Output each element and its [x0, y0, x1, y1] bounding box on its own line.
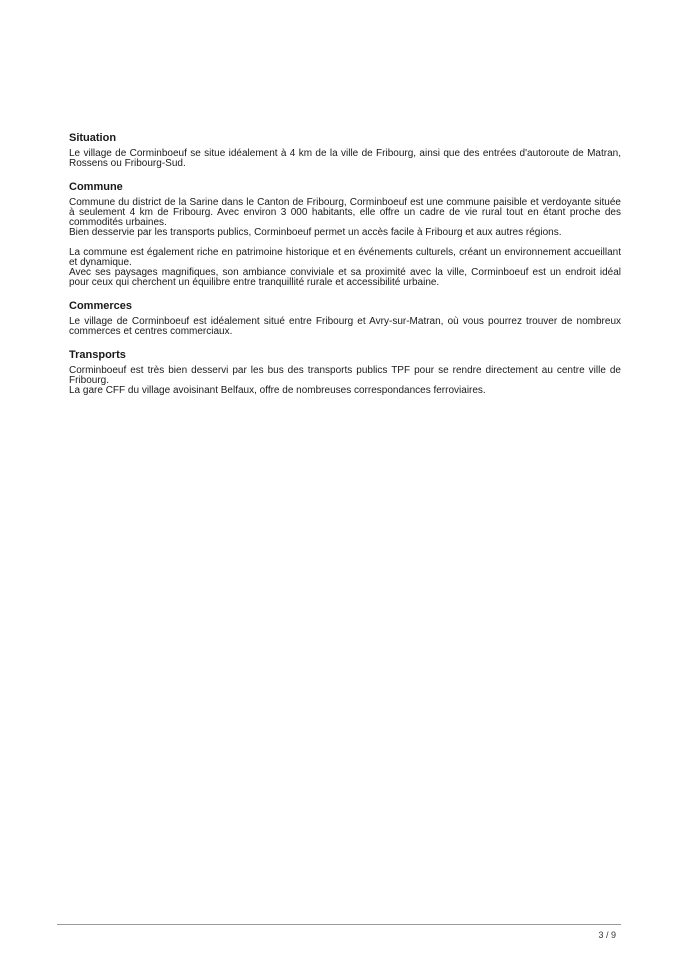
paragraph: Avec ses paysages magnifiques, son ambiance conviviale et sa proximité avec la ville, Corminboeuf est un endroit idéal pour ceux qui cherchent un équilibre entre tranquillité rurale et accessibilité urbaine.	[69, 267, 621, 288]
page-number: 3 / 9	[598, 930, 616, 940]
paragraph: Commune du district de la Sarine dans le Canton de Fribourg, Corminboeuf est une commune paisible et verdoyante située à seulement 4 km de Fribourg. Avec environ 3 000 habitants, elle offre un cadre de vie rural tout en étant proche des commodités urbaines.	[69, 197, 621, 228]
section-transports	[69, 348, 621, 396]
section-situation	[69, 131, 621, 169]
paragraph: La gare CFF du village avoisinant Belfaux, offre de nombreuses correspondances ferroviaires.	[69, 385, 486, 396]
footer-divider	[57, 924, 621, 925]
section-commerces	[69, 299, 621, 337]
paragraph: Bien desservie par les transports publics, Corminboeuf permet un accès facile à Fribourg et aux autres régions.	[69, 227, 562, 238]
paragraph: Le village de Corminboeuf se situe idéalement à 4 km de la ville de Fribourg, ainsi que des entrées d'autoroute de Matran, Rossens ou Fribourg-Sud.	[69, 148, 621, 169]
section-commune	[69, 180, 621, 288]
paragraph: Le village de Corminboeuf est idéalement situé entre Fribourg et Avry-sur-Matran, où vous pourrez trouver de nombreux commerces et centres commerciaux.	[69, 316, 621, 337]
section-heading: Commune	[69, 181, 123, 193]
section-heading: Situation	[69, 132, 117, 144]
section-heading: Commerces	[69, 300, 132, 312]
section-heading: Transports	[69, 349, 126, 361]
paragraph: Corminboeuf est très bien desservi par les bus des transports publics TPF pour se rendre directement au centre ville de Fribourg.	[69, 365, 621, 386]
paragraph: La commune est également riche en patrimoine historique et en événements culturels, créant un environnement accueillant et dynamique.	[69, 247, 621, 268]
document-body	[69, 131, 621, 407]
